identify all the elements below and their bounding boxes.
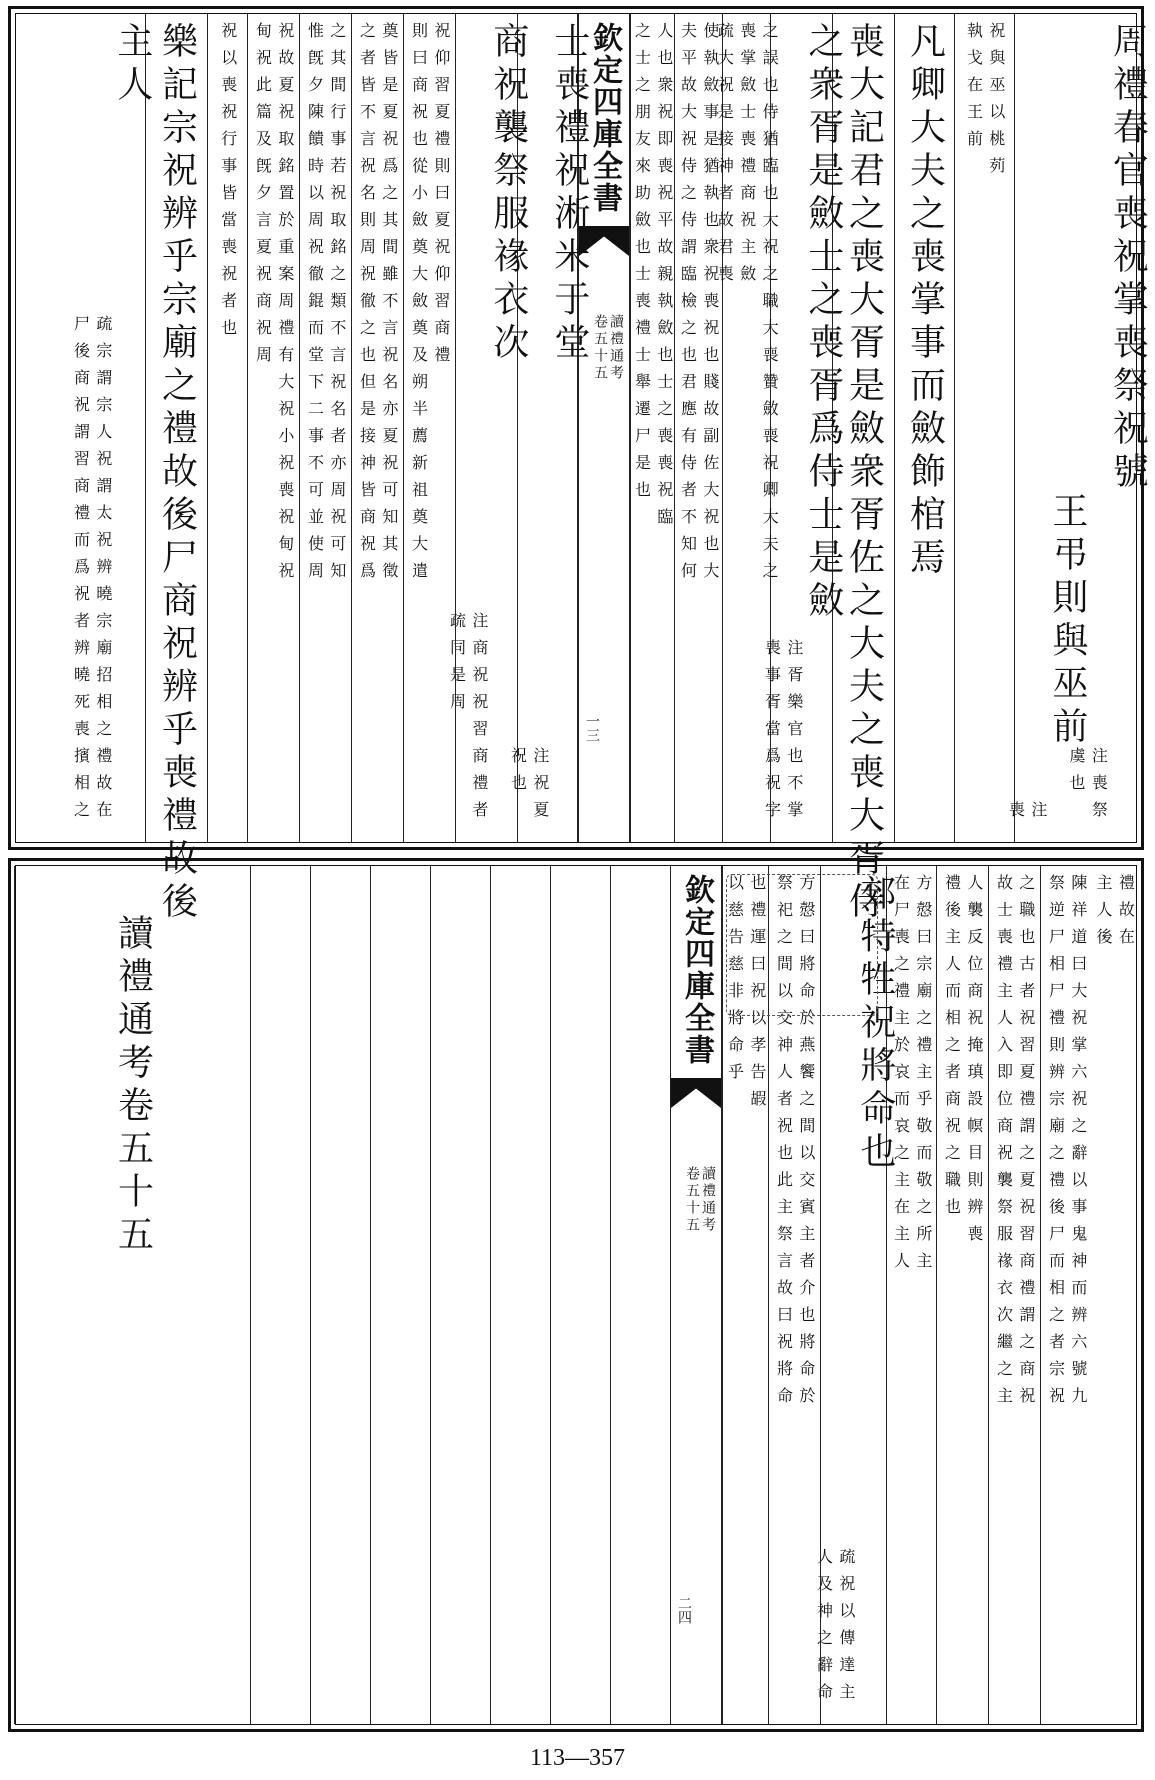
main-text: 商祝襲祭服禒衣次 <box>487 22 529 366</box>
commentary-line: 陳祥道曰大祝掌六祝之辭以事鬼神而辨六號九 <box>1068 874 1088 1414</box>
commentary-line: 使執斂事是猶執也衆祝喪祝也賤故副佐大祝也大 <box>700 22 720 589</box>
commentary-line: 方慤曰將命於燕饗之間以交賓主者介也將命於 <box>796 874 816 1414</box>
spine-page-number: 一三 <box>584 714 600 742</box>
text-column <box>447 14 529 842</box>
commentary-line: 禮後主人而相之者商祝之職也 <box>942 874 962 1225</box>
commentary-line: 主人後 <box>1094 874 1113 955</box>
commentary-line: 虞也 <box>1067 747 1086 801</box>
commentary-line: 執戈在王前 <box>964 22 984 157</box>
commentary-line: 在尸喪之禮主於哀而哀之主在主人 <box>891 874 911 1279</box>
blank-column <box>610 866 670 1724</box>
spine-title: 欽定四庫全書 <box>679 874 714 1066</box>
text-column <box>954 14 1014 842</box>
text-column <box>762 14 844 842</box>
commentary-line: 喪 <box>1006 801 1026 828</box>
commentary-line: 人也衆祝即喪祝平故親執斂也士之喪喪祝臨 <box>654 22 674 535</box>
book-spine-strip <box>670 866 722 1724</box>
text-column <box>630 14 674 842</box>
text-column <box>1040 866 1092 1724</box>
commentary-line: 之其間行事若祝取銘之類不言祝名者亦周祝可知 <box>327 22 347 589</box>
blank-column <box>550 866 610 1724</box>
blank-column <box>250 866 310 1724</box>
commentary-line: 疏大祝是接神者故君喪 <box>715 22 735 292</box>
commentary-line: 注祝夏 <box>530 747 550 828</box>
text-column <box>300 14 352 842</box>
text-column <box>71 14 153 842</box>
spine-info: 讀禮通考 <box>608 314 624 382</box>
main-text: 凡卿大夫之喪掌事而斂飾棺焉 <box>904 22 946 581</box>
commentary-line: 故士喪禮主人入即位商祝襲祭服禒衣次繼之主 <box>994 874 1014 1414</box>
spine-info: 卷五十五 <box>592 314 608 382</box>
text-column <box>208 14 248 842</box>
commentary-line: 祝也 <box>508 747 528 801</box>
commentary-line: 祝與巫以桃茢 <box>986 22 1006 184</box>
commentary-line: 也禮運曰祝以孝告嘏 <box>747 874 767 1117</box>
spine-page-number: 二四 <box>676 1596 692 1624</box>
text-column <box>146 14 208 925</box>
commentary-line: 注 <box>1028 801 1048 828</box>
text-column <box>1092 866 1136 1724</box>
page-footer-number: 113—357 <box>529 1745 626 1771</box>
commentary-line: 則曰商祝也從小斂奠大斂奠及朔半薦新祖奠大遣 <box>409 22 429 589</box>
commentary-line: 人襲反位商祝掩瑱設幎目則辨喪 <box>964 874 984 1252</box>
main-text: 之衆胥是斂士之喪胥爲侍士是斂 <box>802 22 844 624</box>
text-column <box>248 14 300 842</box>
main-text: 士喪禮祝淅米于堂 <box>548 22 590 366</box>
text-column <box>352 14 404 842</box>
commentary-line: 禮故在 <box>1116 874 1136 955</box>
main-text: 郊特牲祝將命也 <box>854 874 896 1175</box>
text-column <box>988 866 1040 1724</box>
text-column <box>936 866 988 1724</box>
commentary-line: 方慤曰宗廟之禮主乎敬而敬之所主 <box>913 874 933 1279</box>
commentary-line: 之誤也侍猶臨也大祝之職大喪贊斂喪祝卿大夫之 <box>760 22 780 589</box>
text-column <box>674 14 722 842</box>
commentary-line: 人及神之辭命 <box>814 1548 834 1710</box>
blank-column <box>430 866 490 1724</box>
main-text: 王弔則與巫前 <box>1046 492 1088 750</box>
commentary-line: 祝以喪祝行事皆當喪祝者也 <box>218 22 238 346</box>
lower-page-frame <box>8 858 1144 1732</box>
commentary-line: 祭祀之間以交神人者祝也此主祭言故曰祝將命 <box>774 874 794 1414</box>
commentary-line: 疏祝以傳達主 <box>836 1548 856 1710</box>
commentary-line: 祝仰習夏禮則曰夏祝仰習商禮 <box>431 22 451 373</box>
commentary-line: 奠皆是夏祝爲之其間雖不言祝名亦夏祝可知其徵 <box>379 22 399 589</box>
volume-title-column <box>14 866 250 1724</box>
lower-page-inner-border <box>15 865 1137 1725</box>
commentary-line: 喪掌斂士喪禮商祝主斂 <box>737 22 757 292</box>
blank-column <box>310 866 370 1724</box>
commentary-line: 注商祝祝習商禮者 <box>469 612 489 828</box>
blank-column <box>490 866 550 1724</box>
commentary-line: 注胥樂官也不掌 <box>784 639 804 828</box>
commentary-line: 之士之朋友來助斂也士喪禮士舉遷尸是也 <box>632 22 652 508</box>
main-text: 喪大記君之喪大胥是斂衆胥佐之大夫之喪大胥侍 <box>843 22 885 925</box>
commentary-line: 夫平故大祝侍之侍謂臨檢之也君應有侍者不知何 <box>678 22 698 589</box>
spine-info: 卷五十五 <box>684 1166 700 1234</box>
main-text: 樂記宗祝辨乎宗廟之禮故後尸商祝辨乎喪禮故後 <box>156 22 198 925</box>
commentary-line: 以慈告慈非將命乎 <box>725 874 745 1090</box>
main-text: 主人 <box>111 22 153 108</box>
commentary-line: 惟旣夕陳饋時以周祝徹錕而堂下二事不可並使周 <box>305 22 325 589</box>
commentary-line: 祭逆尸相尸禮則辨宗廟之禮後尸而相之者宗祝 <box>1046 874 1066 1414</box>
blank-column <box>370 866 430 1724</box>
spine-title: 欽定四庫全書 <box>587 22 622 214</box>
fish-tail-mark <box>671 1078 721 1108</box>
spine-info: 讀禮通考 <box>700 1166 716 1234</box>
commentary-line: 甸祝此篇及旣夕言夏祝商祝周 <box>253 22 273 373</box>
commentary-line: 祝故夏祝取銘置於重案周禮有大祝小祝喪祝甸祝 <box>275 22 295 589</box>
commentary-line: 之者皆不言祝名則周祝徹之也但是接神皆商祝爲 <box>357 22 377 589</box>
text-column <box>894 14 954 842</box>
main-text: 周禮春官喪祝掌喪祭祝號 <box>1107 22 1149 495</box>
seal-stamp <box>726 874 878 1016</box>
commentary-line: 注喪祭 <box>1089 747 1109 828</box>
commentary-line: 疏宗謂宗人祝謂太祝辨曉宗廟招相之禮故在 <box>93 315 113 828</box>
commentary-line: 之職也古者祝習夏禮謂之夏祝習商禮謂之商祝 <box>1016 874 1036 1414</box>
text-column <box>404 14 456 842</box>
commentary-line: 尸後商祝謂習商禮而爲祝者辨曉死喪擯相之 <box>71 315 91 828</box>
commentary-line: 喪事胥當爲祝字 <box>762 639 782 828</box>
volume-title: 讀禮通考卷五十五 <box>112 914 154 1258</box>
commentary-line: 疏同是周 <box>447 612 467 720</box>
